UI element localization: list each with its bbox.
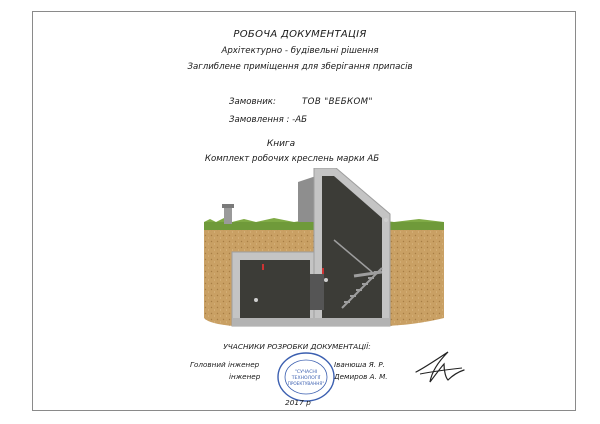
section-title: Архітектурно - будівельні рішення	[221, 46, 379, 56]
participant-role: Головний інженер	[190, 360, 260, 369]
signature	[414, 346, 466, 388]
customer-value: ТОВ "ВЕБКОМ"	[302, 97, 373, 107]
stamp-line: ПРОЕКТУВАННЯ"	[287, 381, 325, 386]
order-label: Замовлення : -АБ	[229, 115, 308, 125]
participants-heading: УЧАСНИКИ РОЗРОБКИ ДОКУМЕНТАЦІЇ:	[223, 342, 371, 351]
document-year: 2017 р	[285, 398, 311, 407]
stamp-line: ТЕХНОЛОГІЇ	[291, 376, 321, 381]
cellar-cross-section-illustration	[204, 168, 444, 332]
company-stamp	[276, 351, 336, 403]
vent-pipe	[224, 206, 232, 224]
document-title: РОБОЧА ДОКУМЕНТАЦІЯ	[233, 29, 367, 40]
participant-name: Іванюша Я. Р.	[334, 360, 385, 369]
stamp-line: "СУЧАСНІ	[294, 370, 318, 375]
participant-name: Демиров А. М.	[334, 372, 388, 381]
storage-chamber-interior	[240, 260, 310, 318]
subject-title: Заглиблене приміщення для зберігання припасів	[187, 62, 413, 72]
drawing-set-label: Комплект робочих креслень марки АБ	[204, 154, 380, 164]
participant-role: інженер	[229, 372, 261, 381]
book-label: Книга	[266, 139, 296, 149]
customer-label: Замовник:	[229, 97, 276, 107]
